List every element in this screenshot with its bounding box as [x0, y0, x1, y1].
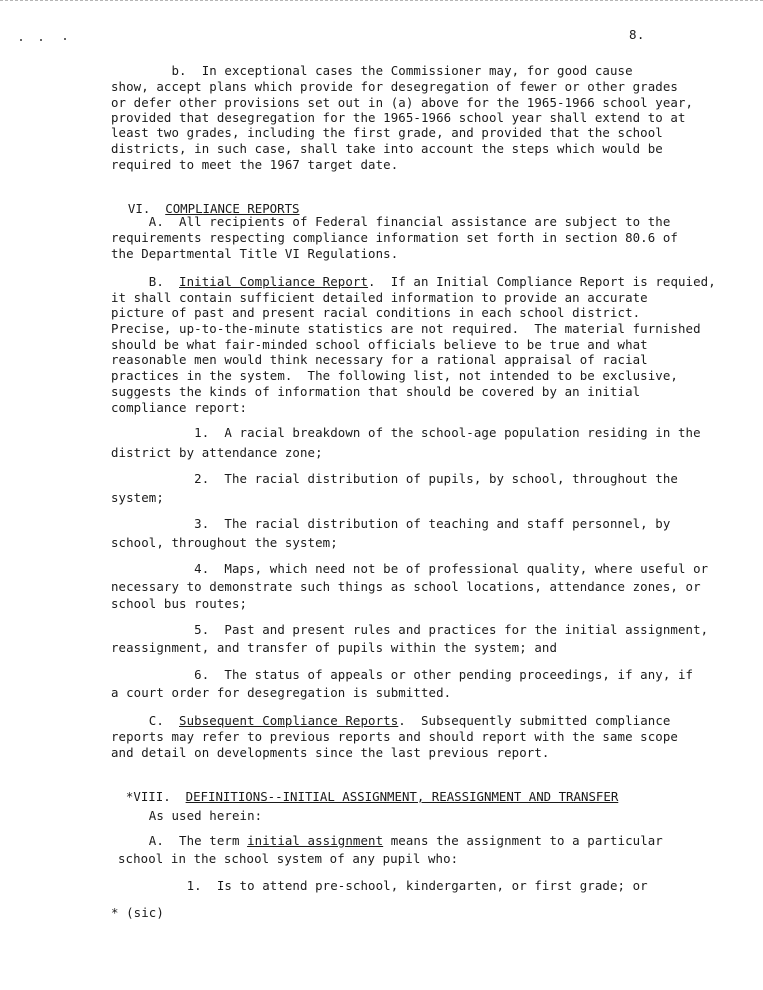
text-line: should be what fair-minded school officials believe to be true and what [111, 337, 648, 352]
initial-compliance-report-term: Initial Compliance Report [179, 274, 369, 289]
text-line: provided that desegregation for the 1965-1966 school year shall extend to at [111, 110, 686, 125]
text-line: 1. A racial breakdown of the school-age population residing in the [111, 425, 701, 440]
text-line: 5. Past and present rules and practices for the initial assignment, [111, 622, 709, 637]
text-line: it shall contain sufficient detailed information to provide an accurate [111, 290, 648, 305]
page-number: 8. [629, 27, 645, 42]
text-line: system; [111, 490, 164, 505]
scan-speck [40, 39, 42, 41]
subsequent-compliance-reports-term: Subsequent Compliance Reports [179, 713, 399, 728]
page-top-border [0, 0, 763, 1]
text-line: reports may refer to previous reports and should report with the same scope [111, 729, 678, 744]
scan-speck [20, 39, 22, 41]
text-line: the Departmental Title VI Regulations. [111, 246, 399, 261]
text-line: required to meet the 1967 target date. [111, 157, 399, 172]
section-viii-heading [111, 774, 618, 804]
text-line: picture of past and present racial conditions in each school district. [111, 305, 641, 320]
text-line: 2. The racial distribution of pupils, by school, throughout the [111, 471, 678, 486]
text-line: A. All recipients of Federal financial assistance are subject to the [111, 214, 671, 229]
text-line: 3. The racial distribution of teaching and staff personnel, by [111, 516, 671, 531]
text-line: 4. Maps, which need not be of professional quality, where useful or [111, 561, 709, 576]
section-vi-heading [113, 186, 300, 216]
scan-speck [64, 38, 66, 40]
initial-assignment-term: initial assignment [247, 833, 384, 848]
footnote-sic: * (sic) [111, 905, 164, 920]
text-line: Precise, up-to-the-minute statistics are not required. The material furnished [111, 321, 701, 336]
text-line: district by attendance zone; [111, 445, 323, 460]
text-line: school bus routes; [111, 596, 248, 611]
text-line: A. The term initial assignment means the assignment to a particular [111, 833, 663, 848]
text-line: show, accept plans which provide for desegregation of fewer or other grades [111, 79, 678, 94]
text-line: B. Initial Compliance Report. If an Initial Compliance Report is requied, [111, 274, 716, 289]
text-line: C. Subsequent Compliance Reports. Subsequently submitted compliance [111, 713, 671, 728]
text-line: least two grades, including the first grade, and provided that the school [111, 125, 663, 140]
text-line: b. In exceptional cases the Commissioner may, for good cause [111, 63, 633, 78]
section-title: COMPLIANCE REPORTS [165, 201, 300, 216]
text-line: practices in the system. The following list, not intended to be exclusive, [111, 368, 678, 383]
list-item-preschool: 1. Is to attend pre-school, kindergarten, or first grade; or [111, 878, 648, 893]
text-line: reassignment, and transfer of pupils within the system; and [111, 640, 558, 655]
text-line: and detail on developments since the last previous report. [111, 745, 550, 760]
text-line: compliance report: [111, 400, 248, 415]
text-line: school in the school system of any pupil who: [118, 851, 459, 866]
text-line: 6. The status of appeals or other pending proceedings, if any, if [111, 667, 694, 682]
text-line: districts, in such case, shall take into account the steps which would be [111, 141, 663, 156]
text-line: or defer other provisions set out in (a) above for the 1965-1966 school year, [111, 95, 694, 110]
as-used-herein: As used herein: [111, 808, 263, 823]
text-line: necessary to demonstrate such things as school locations, attendance zones, or [111, 579, 701, 594]
text-line: suggests the kinds of information that should be covered by an initial [111, 384, 641, 399]
section-number: VI. [127, 201, 151, 216]
text-line: requirements respecting compliance information set forth in section 80.6 of [111, 230, 678, 245]
text-line: reasonable men would think necessary for a rational appraisal of racial [111, 352, 648, 367]
section-title: DEFINITIONS--INITIAL ASSIGNMENT, REASSIGNMENT AND TRANSFER [185, 789, 619, 804]
section-number: *VIII. [125, 789, 171, 804]
text-line: school, throughout the system; [111, 535, 338, 550]
text-line: a court order for desegregation is submitted. [111, 685, 452, 700]
